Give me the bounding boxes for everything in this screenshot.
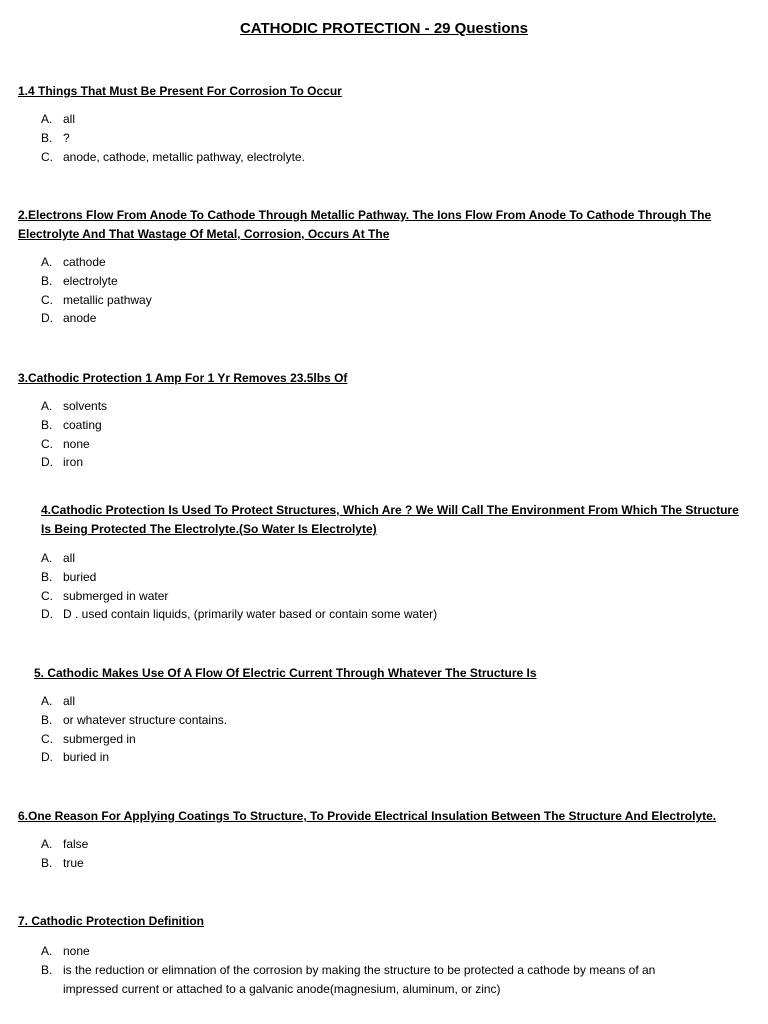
option-letter: B. — [41, 855, 53, 870]
question-text: 7. Cathodic Protection Definition — [18, 914, 205, 928]
option-letter: D. — [41, 311, 53, 326]
option-text: all — [63, 112, 76, 126]
option-item — [18, 309, 723, 328]
question-5 — [34, 664, 748, 767]
option-letter: B. — [41, 130, 53, 145]
option-list — [18, 942, 708, 998]
option-text: buried — [63, 569, 97, 584]
option-text: or whatever structure contains. — [63, 712, 228, 727]
option-text: iron — [63, 455, 84, 470]
option-list — [18, 549, 751, 624]
option-letter: C. — [41, 436, 53, 451]
option-letter: D. — [41, 607, 53, 622]
question-7 — [18, 912, 708, 998]
option-letter: A. — [41, 944, 53, 958]
option-text: all — [63, 551, 76, 565]
option-letter: B. — [41, 712, 53, 727]
option-item — [18, 748, 748, 767]
option-item — [18, 253, 723, 272]
option-text: none — [63, 944, 90, 958]
option-item — [18, 854, 748, 873]
option-text: D . used contain liquids, (primarily water based or contain some water) — [63, 607, 438, 622]
option-item — [18, 549, 751, 568]
question-text: 3.Cathodic Protection 1 Amp For 1 Yr Removes 23.5lbs Of — [18, 371, 348, 385]
question-2 — [18, 206, 723, 328]
question-text: 4.Cathodic Protection Is Used To Protect Structures, Which Are ? We Will Call The Environment From Which The Structure Is Being Protected The Electrolyte.(So Water Is Electrolyte) — [41, 503, 739, 536]
option-item — [18, 942, 708, 961]
option-text: coating — [63, 417, 102, 432]
option-list — [18, 110, 748, 166]
option-item — [18, 416, 748, 435]
option-text: is the reduction or elimnation of the corrosion by making the structure to be protected a cathode by means of an impressed current or attached to a galvanic anode(magnesium, aluminum, or zinc) — [63, 962, 656, 996]
option-item — [18, 961, 708, 999]
option-letter: C. — [41, 149, 53, 164]
option-text: electrolyte — [63, 273, 118, 288]
option-item — [18, 148, 748, 167]
option-item — [18, 835, 748, 854]
option-item — [18, 435, 748, 454]
option-item — [18, 568, 751, 587]
option-letter: C. — [41, 292, 53, 307]
option-letter: D. — [41, 750, 53, 765]
option-text: cathode — [63, 255, 106, 269]
option-text: anode — [63, 311, 97, 326]
option-text: submerged in — [63, 731, 136, 746]
option-letter: A. — [41, 837, 53, 851]
question-6 — [18, 807, 748, 873]
option-letter: A. — [41, 112, 53, 126]
option-text: submerged in water — [63, 588, 169, 603]
option-letter: A. — [41, 551, 53, 565]
option-letter: A. — [41, 255, 53, 269]
option-text: buried in — [63, 750, 110, 765]
question-1 — [18, 82, 748, 166]
option-item — [18, 397, 748, 416]
option-text: ? — [63, 130, 70, 145]
option-item — [18, 129, 748, 148]
option-list — [18, 253, 723, 328]
question-text: 5. Cathodic Makes Use Of A Flow Of Electric Current Through Whatever The Structure Is — [34, 666, 537, 680]
question-text: 1.4 Things That Must Be Present For Corrosion To Occur — [18, 84, 342, 98]
question-3 — [18, 369, 748, 472]
option-list — [18, 397, 748, 472]
option-item — [18, 730, 748, 749]
option-item — [18, 587, 751, 606]
option-list — [18, 692, 748, 767]
option-text: solvents — [63, 399, 108, 413]
option-text: all — [63, 694, 76, 708]
option-text: true — [63, 855, 84, 870]
option-item — [18, 110, 748, 129]
option-letter: D. — [41, 455, 53, 470]
option-letter: B. — [41, 962, 53, 977]
option-item — [18, 453, 748, 472]
question-4 — [41, 501, 751, 624]
option-text: metallic pathway — [63, 292, 152, 307]
option-item — [18, 291, 723, 310]
option-item — [18, 711, 748, 730]
option-letter: C. — [41, 588, 53, 603]
option-text: none — [63, 436, 90, 451]
option-item — [18, 605, 751, 624]
option-letter: B. — [41, 273, 53, 288]
option-letter: B. — [41, 569, 53, 584]
option-letter: B. — [41, 417, 53, 432]
option-letter: C. — [41, 731, 53, 746]
page-title: CATHODIC PROTECTION - 29 Questions — [239, 20, 529, 37]
option-list — [18, 835, 748, 873]
option-letter: A. — [41, 399, 53, 413]
question-text: 2.Electrons Flow From Anode To Cathode Through Metallic Pathway. The Ions Flow From Anode To Cathode Through The Electrolyte And That Wastage Of Metal, Corrosion, Occurs At The — [18, 208, 712, 241]
option-text: false — [63, 837, 89, 851]
option-item — [18, 692, 748, 711]
option-item — [18, 272, 723, 291]
option-text: anode, cathode, metallic pathway, electrolyte. — [63, 149, 305, 164]
question-text: 6.One Reason For Applying Coatings To Structure, To Provide Electrical Insulation Between The Structure And Electrolyte. — [18, 809, 717, 823]
option-letter: A. — [41, 694, 53, 708]
